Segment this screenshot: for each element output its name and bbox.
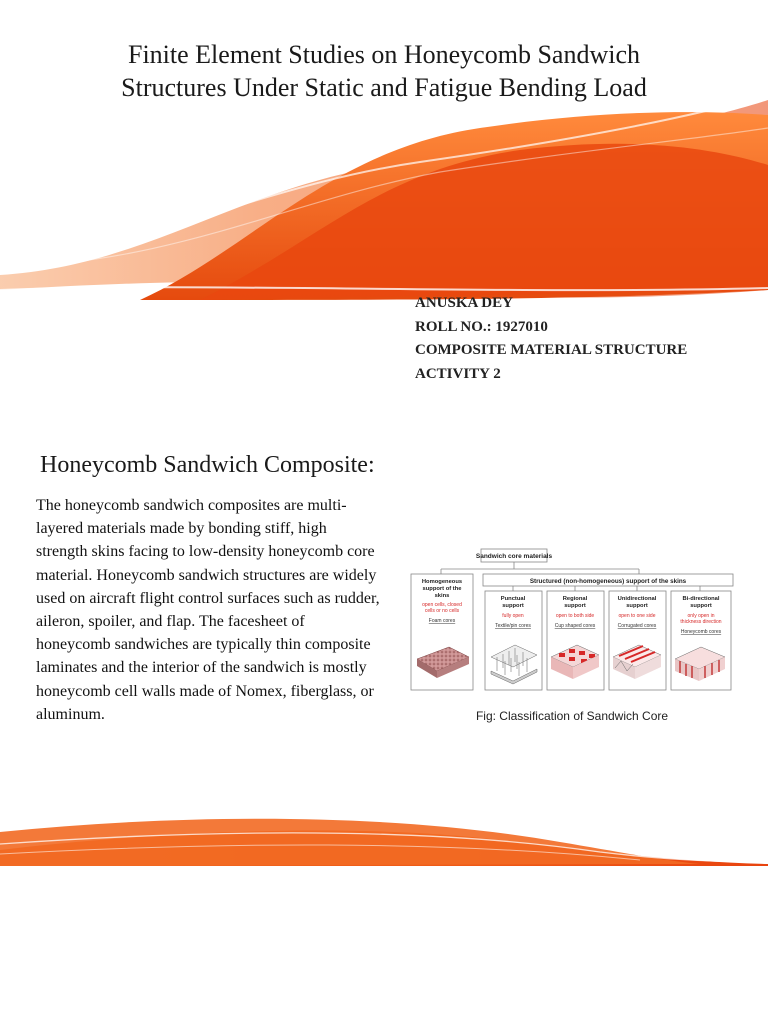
svg-text:support: support bbox=[690, 603, 712, 609]
svg-text:cells or no cells: cells or no cells bbox=[424, 608, 460, 614]
svg-text:fully open: fully open bbox=[502, 613, 524, 619]
svg-text:support: support bbox=[564, 603, 586, 609]
svg-text:open to one side: open to one side bbox=[618, 613, 656, 619]
sandwich-core-classification-figure bbox=[409, 547, 735, 692]
title-line-2: Structures Under Static and Fatigue Bending Load bbox=[121, 73, 647, 102]
slide-heading: Honeycomb Sandwich Composite: bbox=[40, 452, 375, 478]
bidirectional-branch bbox=[671, 591, 731, 690]
slide-body-text: The honeycomb sandwich composites are multi-layered materials made by bonding stiff, high strength skins facing to low-density honeycomb core material. Honeycomb sandwich structures are widely used on aircraft flight control surfaces such as rudder, aileron, spoiler, and flap. The facesheet of honeycomb sandwiches are typically thin composite laminates and the interior of the sandwich is mostly honeycomb cell walls made of Nomex, fiberglass, or aluminum. bbox=[36, 497, 380, 723]
bottom-orange-wave bbox=[0, 792, 768, 866]
author-name: ANUSKA DEY bbox=[415, 295, 513, 311]
svg-text:Homogeneous: Homogeneous bbox=[421, 579, 463, 585]
svg-text:only open in: only open in bbox=[687, 613, 715, 619]
svg-text:Foam cores: Foam cores bbox=[428, 618, 456, 624]
roll-number: ROLL NO.: 1927010 bbox=[415, 318, 548, 335]
svg-text:Cup shaped cores: Cup shaped cores bbox=[554, 623, 596, 629]
punctual-branch bbox=[485, 591, 542, 690]
structured-branch bbox=[483, 574, 733, 591]
content-slide bbox=[0, 432, 768, 866]
figure-caption: Fig: Classification of Sandwich Core bbox=[475, 709, 669, 723]
svg-text:skins: skins bbox=[434, 593, 450, 599]
svg-text:Textile/pin cores: Textile/pin cores bbox=[495, 623, 531, 629]
svg-text:Unidirectional: Unidirectional bbox=[617, 596, 657, 602]
svg-text:support: support bbox=[626, 603, 648, 609]
title-slide bbox=[0, 0, 768, 432]
root-label: Sandwich core materials bbox=[475, 553, 553, 560]
course-name: COMPOSITE MATERIAL STRUCTURE bbox=[415, 342, 688, 358]
title-line-1: Finite Element Studies on Honeycomb Sandwich bbox=[128, 40, 640, 69]
svg-text:open to both side: open to both side bbox=[555, 613, 595, 619]
svg-text:Corrugated cores: Corrugated cores bbox=[617, 623, 657, 629]
homogeneous-branch bbox=[411, 574, 473, 690]
presentation-title bbox=[20, 38, 748, 104]
svg-text:Regional: Regional bbox=[562, 596, 588, 602]
svg-text:Bi-directional: Bi-directional bbox=[682, 596, 720, 602]
svg-text:support of the: support of the bbox=[422, 586, 462, 592]
svg-text:open cells, closed: open cells, closed bbox=[422, 602, 462, 608]
svg-text:Honeycomb cores: Honeycomb cores bbox=[680, 629, 722, 635]
unidirectional-branch bbox=[609, 591, 666, 690]
diagram-root bbox=[441, 549, 639, 574]
activity-label: ACTIVITY 2 bbox=[415, 365, 501, 382]
regional-branch bbox=[547, 591, 604, 690]
svg-text:thickness direction: thickness direction bbox=[680, 619, 722, 625]
svg-text:Structured (non-homogeneous) s: Structured (non-homogeneous) support of the skins bbox=[529, 578, 687, 585]
svg-text:support: support bbox=[502, 603, 524, 609]
author-block bbox=[415, 292, 687, 386]
svg-text:Punctual: Punctual bbox=[500, 596, 526, 602]
